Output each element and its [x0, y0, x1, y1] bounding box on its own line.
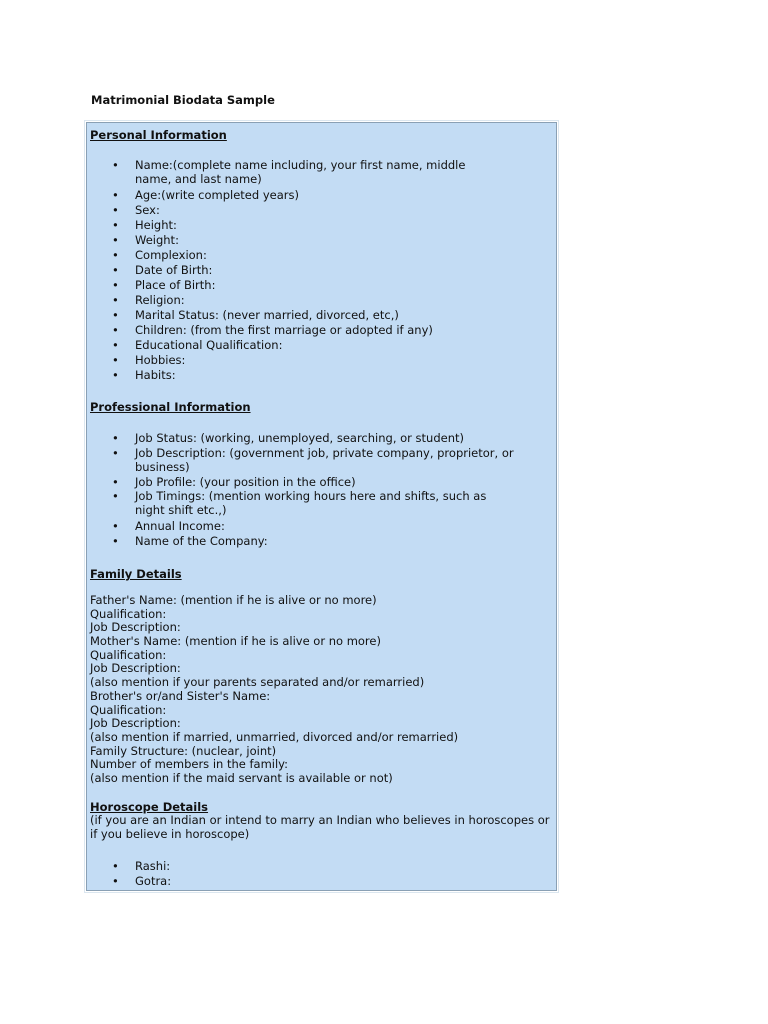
list-item: • Name:(complete name including, your first name, middle name, and last name): [87, 159, 500, 186]
family-line: Father's Name: (mention if he is alive or no more): [90, 593, 377, 607]
family-line: Mother's Name: (mention if he is alive or no more): [90, 634, 381, 649]
family-line: Qualification:: [90, 606, 167, 621]
list-item: • Hobbies:: [87, 353, 500, 368]
family-line: (also mention if married, unmarried, divorced and/or remarried): [90, 729, 459, 744]
list-item: • Habits:: [87, 368, 500, 383]
family-line: Brother's or/and Sister's Name:: [90, 688, 271, 703]
family-line: Job Description:: [90, 620, 181, 635]
professional-information-list: [87, 431, 515, 549]
list-item: • Marital Status: (never married, divorced, etc,): [87, 308, 500, 323]
list-item: • Rashi:: [87, 859, 500, 874]
list-item: • Name of the Company:: [87, 534, 500, 549]
professional-information-heading: Professional Information: [90, 400, 251, 414]
family-line: Family Structure: (nuclear, joint): [90, 743, 277, 758]
list-item: • Job Description: (government job, private company, proprietor, or business): [87, 446, 515, 474]
family-line: Qualification:: [90, 702, 167, 717]
list-item: • Height:: [87, 218, 500, 233]
list-item: • Date of Birth:: [87, 263, 500, 278]
horoscope-note: (if you are an Indian or intend to marry an Indian who believes in horoscopes or if you believe in horoscope): [90, 813, 550, 841]
list-item: • Gotra:: [87, 874, 500, 889]
list-item: • Place of Birth:: [87, 278, 500, 293]
personal-information-list: [87, 159, 500, 383]
horoscope-list: [87, 859, 500, 889]
list-item: • Job Status: (working, unemployed, searching, or student): [87, 431, 500, 446]
list-item: • Annual Income:: [87, 519, 500, 534]
family-line: Qualification:: [90, 647, 167, 662]
horoscope-details-heading: Horoscope Details: [90, 800, 209, 814]
list-item: • Age:(write completed years): [87, 188, 500, 203]
list-item: • Complexion:: [87, 248, 500, 263]
list-item: • Weight:: [87, 233, 500, 248]
list-item: • Educational Qualification:: [87, 338, 500, 353]
family-line: (also mention if the maid servant is available or not): [90, 770, 393, 785]
list-item: • Job Timings: (mention working hours here and shifts, such as night shift etc.,): [87, 490, 515, 517]
document-title: Matrimonial Biodata Sample: [91, 93, 275, 107]
personal-information-heading: Personal Information: [90, 128, 227, 142]
family-line: (also mention if your parents separated and/or remarried): [90, 675, 425, 690]
list-item: • Children: (from the first marriage or adopted if any): [87, 323, 500, 338]
list-item: • Job Profile: (your position in the office): [87, 475, 500, 490]
family-line: Job Description:: [90, 716, 181, 731]
family-details-heading: Family Details: [90, 567, 182, 581]
family-line: Job Description:: [90, 661, 181, 676]
list-item: • Religion:: [87, 293, 500, 308]
list-item: • Sex:: [87, 203, 500, 218]
biodata-panel: [86, 122, 557, 891]
family-line: Number of members in the family:: [90, 757, 289, 772]
family-details-lines: [90, 594, 458, 786]
